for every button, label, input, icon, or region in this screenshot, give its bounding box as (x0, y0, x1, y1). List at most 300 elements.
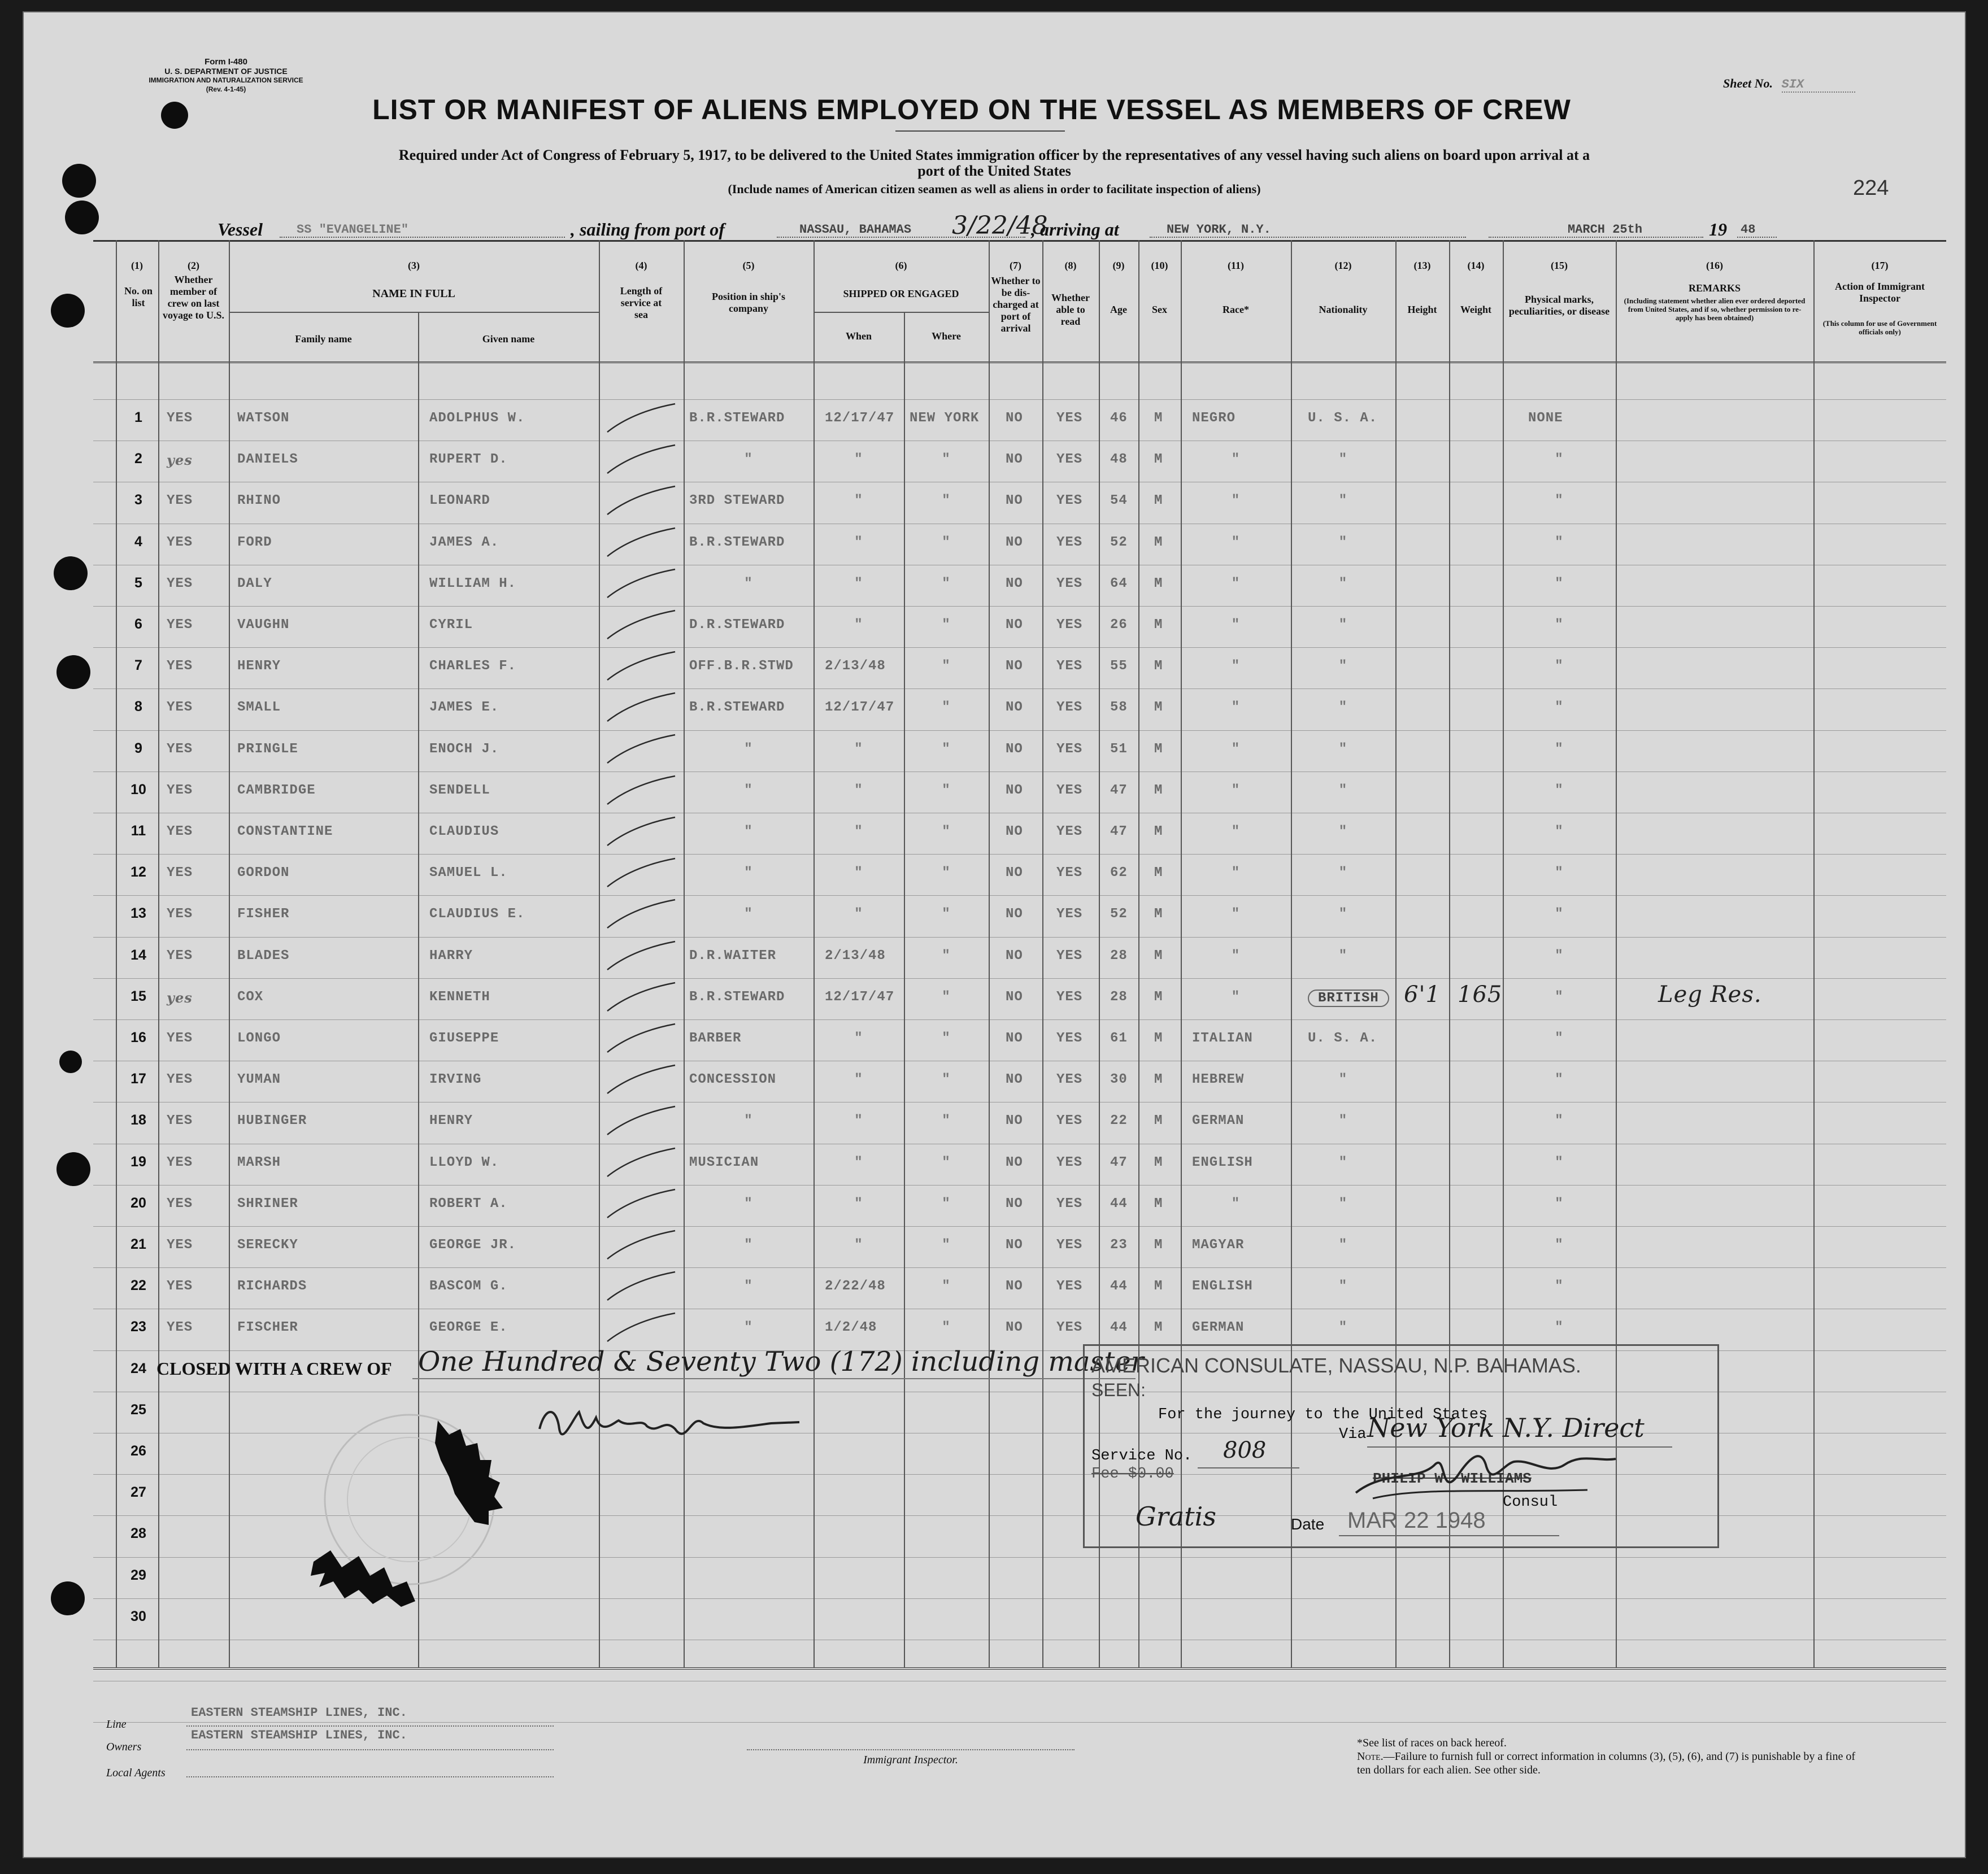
page-number: 224 (1853, 176, 1889, 200)
cell-sex: M (1154, 617, 1163, 633)
row-number: 28 (130, 1526, 146, 1542)
cell-shipped-when: " (854, 782, 863, 798)
binder-hole-icon (51, 294, 85, 328)
cell-physical-marks: " (1555, 741, 1564, 757)
col16-label: REMARKS (1688, 282, 1741, 294)
row-number: 10 (130, 781, 146, 797)
cell-race: HEBREW (1192, 1072, 1245, 1088)
binder-hole-icon (62, 164, 96, 198)
cell-age: 48 (1110, 452, 1128, 468)
closing-printed: CLOSED WITH A CREW OF (156, 1358, 392, 1379)
subtitle-line2: port of the United States (917, 163, 1071, 179)
cell-age: 62 (1110, 865, 1128, 881)
races-note: *See list of races on back hereof. (1357, 1737, 1507, 1749)
cell-position: " (744, 907, 753, 922)
cell-position: B.R.STEWARD (689, 411, 785, 426)
arriving-value: NEW YORK, N.Y. (1150, 223, 1466, 238)
cell-family-name: RICHARDS (237, 1279, 307, 1295)
cell-shipped-when: 12/17/47 (825, 700, 895, 716)
col2-label: Whether member of crew on last voyage to U.S. (163, 274, 224, 321)
cell-discharged: NO (1006, 1113, 1023, 1129)
cell-family-name: COX (237, 989, 264, 1005)
cell-nationality: U. S. A. (1308, 411, 1378, 426)
cell-physical-marks: " (1555, 1113, 1564, 1129)
note-text: —Failure to furnish full or correct information in columns (3), (5), (6), and (7) is punishable by a fine of ten dollars for each alien. See other side. (1357, 1750, 1856, 1776)
cell-position: MUSICIAN (689, 1154, 759, 1170)
cell-race: GERMAN (1192, 1113, 1245, 1129)
cell-sex: M (1154, 865, 1163, 881)
cell-sex: M (1154, 1237, 1163, 1253)
service-check-mark (604, 566, 684, 600)
cell-nationality: " (1338, 452, 1348, 468)
consulate-via-label: Via (1339, 1426, 1367, 1443)
binder-hole-icon (54, 556, 88, 590)
cell-nationality: " (1338, 907, 1348, 922)
service-check-mark (604, 690, 684, 724)
service-check-mark (604, 483, 684, 517)
cell-sex: M (1154, 1154, 1163, 1170)
cell-sex: M (1154, 576, 1163, 591)
sheet-label: Sheet No. (1723, 76, 1773, 90)
row-ruling (93, 1185, 1946, 1186)
closing-underline (412, 1378, 1136, 1379)
row-number: 17 (130, 1071, 146, 1087)
sailing-label: , sailing from port of (571, 219, 725, 239)
table-row (93, 699, 1946, 721)
cell-given-name: SENDELL (429, 782, 490, 798)
cell-nationality: " (1338, 617, 1348, 633)
cell-sex: M (1154, 989, 1163, 1005)
cell-family-name: CAMBRIDGE (237, 782, 316, 798)
consul-signature-mark (1350, 1431, 1621, 1510)
cell-given-name: GIUSEPPE (429, 1031, 499, 1046)
table-header-rule (93, 361, 1946, 363)
cell-shipped-when: " (854, 452, 863, 468)
row-number: 26 (130, 1443, 146, 1459)
cell-discharged: NO (1006, 411, 1023, 426)
cell-position: BARBER (689, 1031, 742, 1046)
cell-shipped-where: " (942, 576, 951, 591)
cell-able-to-read: YES (1056, 782, 1083, 798)
col3-family-name-label: Family name (295, 333, 352, 345)
cell-discharged: NO (1006, 948, 1023, 964)
consulate-date-value: MAR 22 1948 (1347, 1508, 1486, 1533)
cell-age: 28 (1110, 989, 1128, 1005)
service-check-mark (604, 732, 684, 766)
cell-race: " (1231, 534, 1241, 550)
row-number: 21 (130, 1236, 146, 1252)
cell-physical-marks: " (1555, 1154, 1564, 1170)
row-number: 20 (130, 1195, 146, 1211)
cell-age: 64 (1110, 576, 1128, 591)
cell-member-last-voyage: YES (167, 1320, 193, 1336)
table-top-rule (93, 240, 1946, 242)
table-row (93, 409, 1946, 432)
row-number: 24 (130, 1360, 146, 1376)
service-check-mark (604, 856, 684, 890)
cell-given-name: CHARLES F. (429, 659, 517, 674)
row-ruling (93, 854, 1946, 855)
year-prefix: 19 (1709, 219, 1727, 239)
cell-discharged: NO (1006, 700, 1023, 716)
cell-shipped-where: " (942, 1154, 951, 1170)
cell-given-name: HENRY (429, 1113, 473, 1129)
cell-race: " (1231, 576, 1241, 591)
cell-physical-marks: " (1555, 782, 1564, 798)
binder-hole-icon (65, 201, 99, 234)
cell-position: B.R.STEWARD (689, 989, 785, 1005)
form-number: Form I-480 (205, 57, 247, 67)
cell-shipped-where: " (942, 865, 951, 881)
cell-family-name: YUMAN (237, 1072, 281, 1088)
cell-position: " (744, 1113, 753, 1129)
table-row (93, 1071, 1946, 1093)
cell-shipped-where: " (942, 948, 951, 964)
service-check-mark (604, 1187, 684, 1221)
cell-sex: M (1154, 659, 1163, 674)
agents-underline (186, 1776, 554, 1777)
cell-race: " (1231, 989, 1241, 1005)
binder-hole-icon (51, 1581, 85, 1615)
cell-able-to-read: YES (1056, 907, 1083, 922)
cell-shipped-when: 2/22/48 (825, 1279, 886, 1295)
agents-label: Local Agents (106, 1767, 166, 1779)
cell-position: " (744, 782, 753, 798)
col12-label: Nationality (1319, 304, 1368, 315)
cell-age: 44 (1110, 1320, 1128, 1336)
consulate-signer: PHILIP W. WILLIAMS (1373, 1470, 1532, 1487)
consulate-journey: For the journey to the United States (1158, 1406, 1488, 1423)
cell-able-to-read: YES (1056, 452, 1083, 468)
cell-able-to-read: YES (1056, 659, 1083, 674)
cell-given-name: ENOCH J. (429, 741, 499, 757)
service-check-mark (604, 1021, 684, 1055)
owners-value: EASTERN STEAMSHIP LINES, INC. (191, 1728, 407, 1742)
sailing-value: NASSAU, BAHAMAS (777, 223, 1025, 238)
cell-able-to-read: YES (1056, 948, 1083, 964)
cell-shipped-where: " (942, 493, 951, 509)
row-number: 9 (134, 740, 142, 756)
col1-label: No. on list (124, 285, 153, 308)
cell-discharged: NO (1006, 824, 1023, 839)
cell-shipped-where: " (942, 659, 951, 674)
cell-member-last-voyage: YES (167, 700, 193, 716)
cell-shipped-where: " (942, 1113, 951, 1129)
cell-shipped-when: " (854, 1072, 863, 1088)
cell-discharged: NO (1006, 782, 1023, 798)
vessel-value: SS "EVANGELINE" (280, 223, 565, 238)
cell-shipped-when: " (854, 1154, 863, 1170)
col3-number: (3) (408, 260, 420, 271)
cell-sex: M (1154, 782, 1163, 798)
cell-member-last-voyage: YES (167, 659, 193, 674)
col16-note: (Including statement whether alien ever ordered deported from United States, and if so, whether permission to re-apply has been obtained) (1624, 297, 1806, 322)
cell-sex: M (1154, 1196, 1163, 1211)
line-underline (186, 1725, 554, 1727)
row-ruling (93, 399, 1946, 400)
cell-able-to-read: YES (1056, 1031, 1083, 1046)
cell-race: GERMAN (1192, 1320, 1245, 1336)
cell-shipped-when: " (854, 824, 863, 839)
cell-shipped-where: " (942, 1237, 951, 1253)
cell-member-last-voyage: YES (167, 948, 193, 964)
service-check-mark (604, 980, 684, 1014)
cell-age: 51 (1110, 741, 1128, 757)
row-number: 13 (130, 905, 146, 922)
cell-nationality: " (1338, 576, 1348, 591)
cell-weight: 165 (1458, 981, 1503, 1008)
cell-shipped-where: " (942, 452, 951, 468)
cell-race: " (1231, 617, 1241, 633)
cell-discharged: NO (1006, 617, 1023, 633)
cell-family-name: FORD (237, 534, 272, 550)
row-number: 11 (130, 823, 146, 839)
cell-physical-marks: " (1555, 1072, 1564, 1088)
row-number: 3 (134, 492, 142, 508)
handwritten-sailing-date: 3/22/48 (952, 211, 1048, 240)
col6-where-label: Where (932, 330, 961, 342)
cell-sex: M (1154, 411, 1163, 426)
consulate-date-underline (1339, 1535, 1559, 1536)
cell-nationality: " (1338, 824, 1348, 839)
cell-shipped-where: NEW YORK (910, 411, 980, 426)
service-check-mark (604, 442, 684, 476)
cell-given-name: BASCOM G. (429, 1279, 508, 1295)
col3-given-name-label: Given name (482, 333, 535, 345)
table-row (93, 905, 1946, 928)
cell-position: " (744, 1237, 753, 1253)
cell-shipped-when: 12/17/47 (825, 989, 895, 1005)
cell-given-name: JAMES A. (429, 534, 499, 550)
form-revision: (Rev. 4-1-45) (206, 85, 246, 93)
col13-number: (13) (1413, 260, 1431, 271)
cell-sex: M (1154, 1031, 1163, 1046)
col7-label: Whether to be dis-charged at port of arrival (991, 275, 1041, 334)
cell-position: " (744, 741, 753, 757)
cell-family-name: LONGO (237, 1031, 281, 1046)
table-row (93, 1112, 1946, 1135)
cell-given-name: RUPERT D. (429, 452, 508, 468)
cell-sex: M (1154, 907, 1163, 922)
cell-shipped-when: " (854, 1113, 863, 1129)
row-ruling (93, 895, 1946, 896)
row-number: 6 (134, 616, 142, 632)
cell-shipped-where: " (942, 1196, 951, 1211)
table-bottom-rule (93, 1667, 1946, 1670)
cell-family-name: BLADES (237, 948, 290, 964)
col10-label: Sex (1152, 304, 1167, 315)
cell-shipped-when: 12/17/47 (825, 411, 895, 426)
cell-family-name: RHINO (237, 493, 281, 509)
cell-age: 23 (1110, 1237, 1128, 1253)
binder-hole-icon (59, 1051, 82, 1073)
row-ruling (93, 730, 1946, 731)
cell-age: 26 (1110, 617, 1128, 633)
cell-sex: M (1154, 824, 1163, 839)
cell-physical-marks: " (1555, 989, 1564, 1005)
cell-member-last-voyage: YES (167, 493, 193, 509)
col6-when-label: When (845, 330, 872, 342)
service-check-mark (604, 1310, 684, 1344)
table-row (93, 1154, 1946, 1176)
cell-age: 58 (1110, 700, 1128, 716)
binder-hole-icon (56, 1152, 90, 1186)
closing-handwritten: One Hundred & Seventy Two (172) including master (418, 1346, 1144, 1378)
cell-discharged: NO (1006, 907, 1023, 922)
cell-given-name: ROBERT A. (429, 1196, 508, 1211)
service-check-mark (604, 1062, 684, 1096)
shipped-subheader-rule (814, 312, 989, 313)
line-label: Line (106, 1718, 127, 1731)
year-value: 48 (1737, 223, 1777, 238)
cell-discharged: NO (1006, 1320, 1023, 1336)
cell-race: ENGLISH (1192, 1279, 1253, 1295)
cell-given-name: KENNETH (429, 989, 490, 1005)
cell-family-name: PRINGLE (237, 741, 298, 757)
table-row (93, 451, 1946, 473)
cell-race: ITALIAN (1192, 1031, 1253, 1046)
table-row (93, 534, 1946, 556)
table-row (93, 616, 1946, 639)
cell-sex: M (1154, 1072, 1163, 1088)
cell-physical-marks: " (1555, 865, 1564, 881)
row-number: 4 (134, 533, 142, 550)
embossed-seal-icon (280, 1381, 517, 1618)
row-number: 29 (130, 1567, 146, 1583)
col6-number: (6) (895, 260, 907, 271)
service-check-mark (604, 525, 684, 559)
cell-physical-marks: " (1555, 534, 1564, 550)
line-value: EASTERN STEAMSHIP LINES, INC. (191, 1706, 407, 1720)
cell-family-name: FISHER (237, 907, 290, 922)
cell-shipped-where: " (942, 1320, 951, 1336)
cell-family-name: SMALL (237, 700, 281, 716)
cell-family-name: DALY (237, 576, 272, 591)
cell-sex: M (1154, 1279, 1163, 1295)
master-signature-mark (534, 1395, 816, 1457)
cell-position: CONCESSION (689, 1072, 777, 1088)
cell-physical-marks: " (1555, 1320, 1564, 1336)
cell-nationality: " (1338, 700, 1348, 716)
voyage-line (217, 211, 1788, 242)
cell-given-name: HARRY (429, 948, 473, 964)
consulate-service-value: 808 (1223, 1437, 1267, 1463)
cell-family-name: HUBINGER (237, 1113, 307, 1129)
consulate-service-underline (1198, 1467, 1299, 1468)
cell-given-name: CLAUDIUS E. (429, 907, 525, 922)
col5-label: Position in ship's company (711, 291, 786, 314)
cell-age: 47 (1110, 782, 1128, 798)
cell-able-to-read: YES (1056, 1279, 1083, 1295)
col14-label: Weight (1460, 304, 1491, 315)
cell-given-name: LLOYD W. (429, 1154, 499, 1170)
cell-physical-marks: " (1555, 700, 1564, 716)
col3-label: NAME IN FULL (372, 287, 455, 300)
cell-family-name: GORDON (237, 865, 290, 881)
col8-label: Whether able to read (1051, 292, 1090, 327)
cell-age: 55 (1110, 659, 1128, 674)
cell-family-name: FISCHER (237, 1320, 298, 1336)
cell-able-to-read: YES (1056, 617, 1083, 633)
cell-race: NEGRO (1192, 411, 1236, 426)
cell-physical-marks: " (1555, 659, 1564, 674)
col6-label: SHIPPED OR ENGAGED (843, 288, 959, 299)
col17-label: Action of Immigrant Inspector (1835, 281, 1925, 304)
cell-member-last-voyage: YES (167, 1031, 193, 1046)
cell-physical-marks: " (1555, 1196, 1564, 1211)
cell-position: " (744, 824, 753, 839)
form-department: U. S. DEPARTMENT OF JUSTICE (164, 67, 288, 76)
cell-physical-marks: " (1555, 576, 1564, 591)
cell-age: 22 (1110, 1113, 1128, 1129)
cell-discharged: NO (1006, 1279, 1023, 1295)
consulate-stamp-title: AMERICAN CONSULATE, NASSAU, N.P. BAHAMAS. (1091, 1354, 1581, 1377)
cell-age: 28 (1110, 948, 1128, 964)
cell-physical-marks: " (1555, 907, 1564, 922)
cell-able-to-read: YES (1056, 1320, 1083, 1336)
cell-shipped-where: " (942, 907, 951, 922)
cell-sex: M (1154, 534, 1163, 550)
cell-sex: M (1154, 1320, 1163, 1336)
cell-physical-marks: " (1555, 1279, 1564, 1295)
cell-given-name: GEORGE E. (429, 1320, 508, 1336)
cell-discharged: NO (1006, 493, 1023, 509)
cell-member-last-voyage: YES (167, 411, 193, 426)
row-number: 7 (134, 657, 142, 674)
sheet-value: SIX (1782, 77, 1855, 93)
row-number: 8 (134, 699, 142, 715)
cell-discharged: NO (1006, 1237, 1023, 1253)
cell-nationality: " (1338, 1279, 1348, 1295)
cell-shipped-where: " (942, 741, 951, 757)
cell-race: ENGLISH (1192, 1154, 1253, 1170)
cell-nationality: " (1338, 493, 1348, 509)
service-check-mark (604, 608, 684, 642)
row-number: 27 (130, 1484, 146, 1501)
footer-note (1357, 1750, 1865, 1777)
cell-discharged: NO (1006, 989, 1023, 1005)
cell-sex: M (1154, 948, 1163, 964)
cell-nationality: " (1338, 1237, 1348, 1253)
cell-shipped-where: " (942, 1031, 951, 1046)
row-number: 14 (130, 947, 146, 963)
cell-member-last-voyage: YES (167, 1072, 193, 1088)
owners-label: Owners (106, 1741, 142, 1753)
consulate-fee-label: Fee $0.00 (1091, 1466, 1174, 1483)
cell-able-to-read: YES (1056, 534, 1083, 550)
col12-number: (12) (1334, 260, 1352, 271)
cell-able-to-read: YES (1056, 1237, 1083, 1253)
consulate-consul-label: Consul (1503, 1494, 1558, 1511)
cell-discharged: NO (1006, 534, 1023, 550)
vessel-label: Vessel (217, 219, 263, 239)
row-number: 19 (130, 1153, 146, 1170)
row-ruling (93, 1267, 1946, 1268)
col5-number: (5) (742, 260, 755, 271)
cell-member-last-voyage: YES (167, 617, 193, 633)
cell-nationality: " (1338, 948, 1348, 964)
service-check-mark (604, 897, 684, 931)
table-row (93, 823, 1946, 846)
form-service: IMMIGRATION AND NATURALIZATION SERVICE (149, 76, 303, 84)
cell-sex: M (1154, 452, 1163, 468)
col11-label: Race* (1223, 304, 1249, 315)
table-row (93, 492, 1946, 515)
cell-family-name: DANIELS (237, 452, 298, 468)
arriving-label: , arriving at (1031, 219, 1119, 239)
form-header-block (133, 58, 319, 94)
cell-able-to-read: YES (1056, 741, 1083, 757)
